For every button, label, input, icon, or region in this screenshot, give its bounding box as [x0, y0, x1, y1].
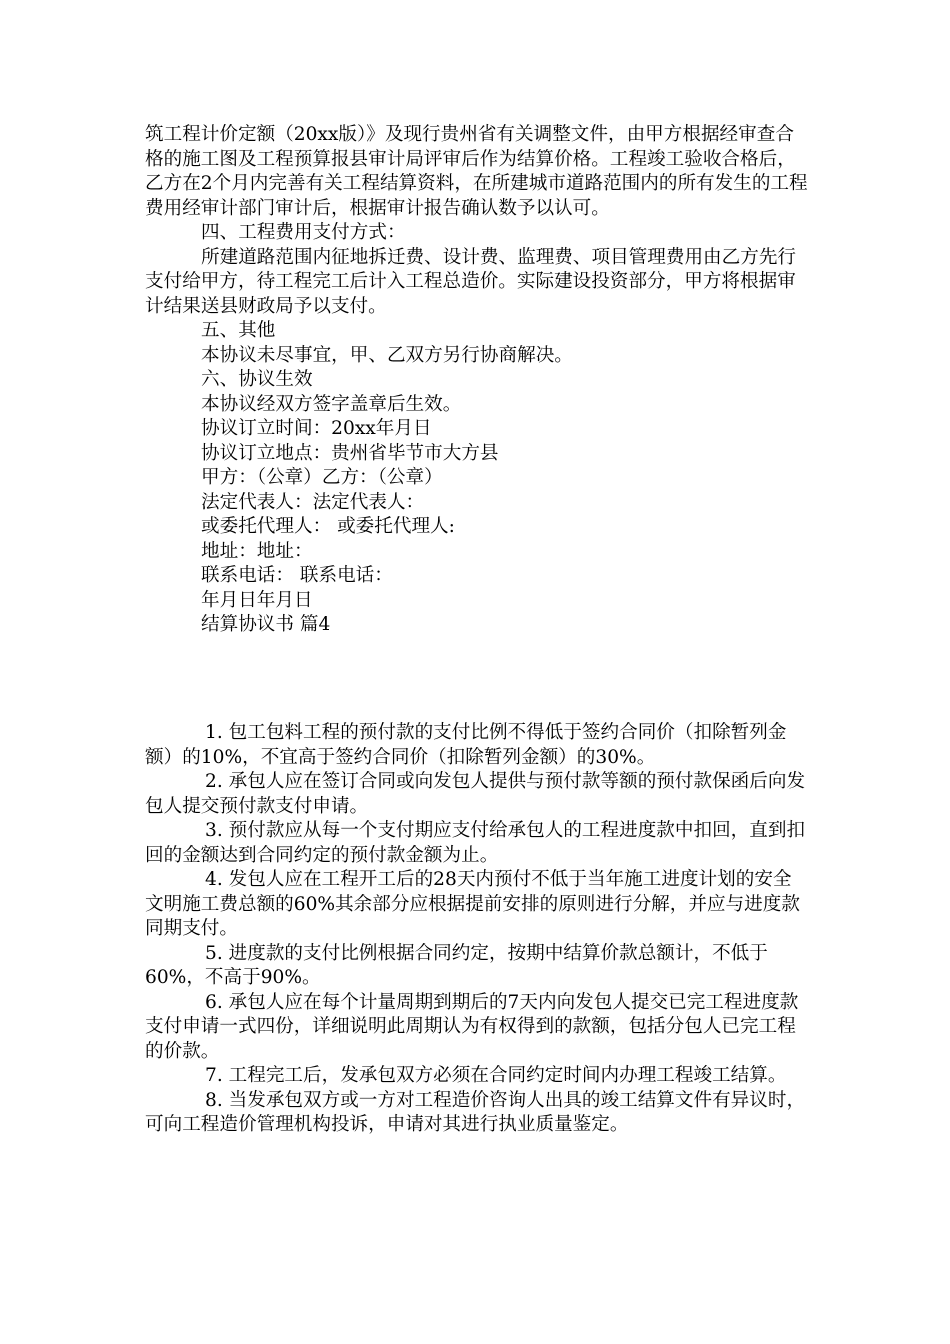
- section-heading-4: 四、工程费用支付方式：: [201, 222, 406, 243]
- other-line: 本协议未尽事宜，甲、乙双方另行协商解决。: [201, 344, 573, 366]
- signing-time-line: 协议订立时间：20xx年月日: [201, 418, 432, 439]
- list-item: 6. 承包人应在每个计量周期到期后的7天内向发包人提交已完工程进度款支付申请一式四份，详细说明此周期认为有权得到的款额，包括分包人已完工程的价款。: [145, 991, 799, 1062]
- list-item: 5. 进度款的支付比例根据合同约定，按期中结算价款总额计，不低于60%，不高于90%。: [145, 942, 768, 988]
- payment-rules-section: [145, 721, 810, 1138]
- parties-seal-line: 甲方：（公章）乙方：（公章）: [201, 467, 443, 488]
- legal-representative-line: 法定代表人：法定代表人：: [201, 491, 425, 513]
- section-heading-5: 五、其他: [201, 320, 276, 341]
- list-item: 8. 当发承包双方或一方对工程造价咨询人出具的竣工结算文件有异议时，可向工程造价管理机构投诉，申请对其进行执业质量鉴定。: [145, 1089, 806, 1135]
- agreement-section: [145, 123, 810, 638]
- list-item: 2. 承包人应在签订合同或向发包人提供与预付款等额的预付款保函后向发包人提交预付款支付申请。: [145, 771, 806, 817]
- pricing-paragraph: 筑工程计价定额（20xx版）》及现行贵州省有关调整文件，由甲方根据经审查合格的施工图及工程预算报县审计局评审后作为结算价格。工程竣工验收合格后，乙方在2个月内完善有关工程结算资料，在所建城市道路范围内的所有发生的工程费用经审计部门审计后，根据审计报告确认数予以认可。: [145, 124, 808, 219]
- phone-line: 联系电话： 联系电话：: [201, 565, 393, 586]
- list-item: 1. 包工包料工程的预付款的支付比例不得低于签约合同价（扣除暂列金额）的10%，不宜高于签约合同价（扣除暂列金额）的30%。: [145, 722, 787, 768]
- list-item: 3. 预付款应从每一个支付期应支付给承包人的工程进度款中扣回，直到扣回的金额达到合同约定的预付款金额为止。: [145, 820, 806, 866]
- payment-paragraph: 所建道路范围内征地拆迁费、设计费、监理费、项目管理费用由乙方先行支付给甲方，待工程完工后计入工程总造价。实际建设投资部分，甲方将根据审计结果送县财政局予以支付。: [145, 246, 797, 317]
- document-title-4: 结算协议书 篇4: [201, 614, 331, 635]
- list-item: 4. 发包人应在工程开工后的28天内预付不低于当年施工进度计划的安全文明施工费总额的60%其余部分应根据提前安排的原则进行分解，并应与进度款同期支付。: [145, 869, 800, 939]
- signing-place-line: 协议订立地点：贵州省毕节市大方县: [201, 442, 499, 464]
- agent-line: 或委托代理人： 或委托代理人:: [201, 516, 455, 537]
- list-item: 7. 工程完工后，发承包双方必须在合同约定时间内办理工程竣工结算。: [205, 1065, 787, 1086]
- effect-line: 本协议经双方签字盖章后生效。: [201, 393, 462, 415]
- date-line: 年月日年月日: [201, 589, 313, 611]
- section-heading-6: 六、协议生效: [201, 369, 313, 390]
- address-line: 地址：地址：: [201, 540, 313, 562]
